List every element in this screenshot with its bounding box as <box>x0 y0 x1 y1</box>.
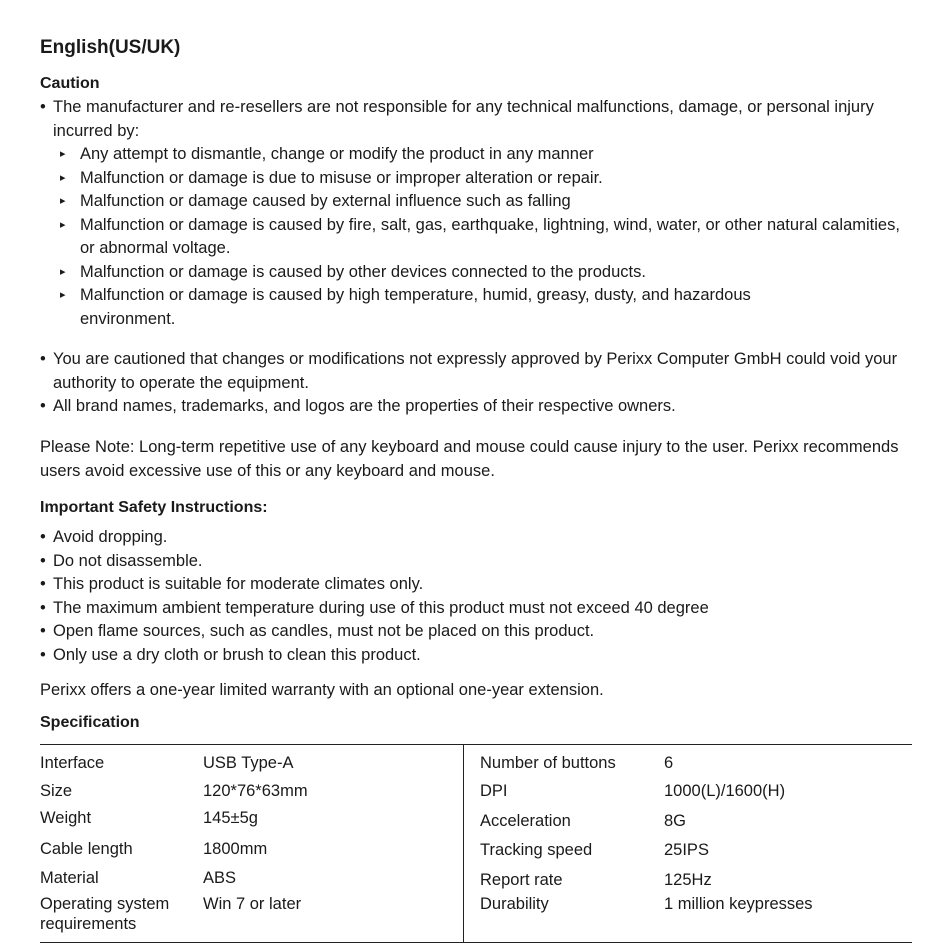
spec-value-durability: 1 million keypresses <box>664 895 813 913</box>
language-title: English(US/UK) <box>40 37 181 58</box>
caution-sub-item: ▸ Malfunction or damage is caused by fire, salt, gas, earthquake, lightning, wind, water, or other natural calamities, or abnormal voltage. <box>40 214 912 261</box>
caution-sub-item: ▸ Any attempt to dismantle, change or modify the product in any manner <box>40 143 912 167</box>
caution-bullet-1: • The manufacturer and re-resellers are not responsible for any technical malfunctions, damage, or personal injury incurred by: <box>40 96 912 143</box>
spec-label-weight: Weight <box>40 809 92 827</box>
spec-value-number-of-buttons: 6 <box>664 754 674 772</box>
caution-sub-item: ▸ Malfunction or damage caused by external influence such as falling <box>40 190 912 214</box>
spec-value-report-rate: 125Hz <box>664 871 712 889</box>
spec-label-dpi: DPI <box>480 782 508 800</box>
table-divider <box>463 745 464 942</box>
safety-item: • The maximum ambient temperature during use of this product must not exceed 40 degree <box>40 597 912 621</box>
caution-sub-item: ▸ Malfunction or damage is due to misuse or improper alteration or repair. <box>40 167 912 191</box>
please-note: Please Note: Long-term repetitive use of any keyboard and mouse could cause injury to the user. Perixx recommends users avoid excessive use of this or any keyboard and mouse. <box>40 438 899 480</box>
safety-item: • Open flame sources, such as candles, must not be placed on this product. <box>40 620 912 644</box>
spec-value-acceleration: 8G <box>664 812 687 830</box>
spec-value-interface: USB Type-A <box>203 754 294 772</box>
safety-item: • Do not disassemble. <box>40 550 912 574</box>
spec-label-durability: Durability <box>480 895 549 913</box>
safety-item: • Avoid dropping. <box>40 526 912 550</box>
spec-value-dpi: 1000(L)/1600(H) <box>664 782 786 800</box>
caution-list <box>40 96 912 331</box>
specification-table <box>40 744 912 943</box>
caution-sub-item: ▸ Malfunction or damage is caused by high temperature, humid, greasy, dusty, and hazardous environment. <box>40 284 912 331</box>
spec-value-tracking-speed: 25IPS <box>664 841 709 859</box>
spec-label-cable-length: Cable length <box>40 840 133 858</box>
specification-heading: Specification <box>40 714 140 731</box>
spec-label-number-of-buttons: Number of buttons <box>480 754 616 772</box>
caution-list-2 <box>40 348 912 419</box>
caution-sub-list <box>40 143 912 331</box>
caution-heading: Caution <box>40 75 100 92</box>
spec-value-weight: 145±5g <box>203 809 258 827</box>
spec-label-report-rate: Report rate <box>480 871 563 889</box>
spec-label-tracking-speed: Tracking speed <box>480 841 593 859</box>
caution-sub-item: ▸ Malfunction or damage is caused by other devices connected to the products. <box>40 261 912 285</box>
spec-label-acceleration: Acceleration <box>480 812 571 830</box>
spec-value-cable-length: 1800mm <box>203 840 268 858</box>
spec-label-interface: Interface <box>40 754 105 772</box>
safety-heading: Important Safety Instructions: <box>40 499 268 516</box>
spec-value-operating-system: Win 7 or later <box>203 895 302 913</box>
safety-item: • Only use a dry cloth or brush to clean this product. <box>40 644 912 668</box>
spec-label-material: Material <box>40 869 99 887</box>
spec-label-operating-system: Operating system requirements <box>40 895 170 933</box>
spec-value-size: 120*76*63mm <box>203 782 308 800</box>
safety-list <box>40 526 912 667</box>
warranty-text: Perixx offers a one-year limited warranty with an optional one-year extension. <box>40 681 604 699</box>
caution-bullet-3: • All brand names, trademarks, and logos are the properties of their respective owners. <box>40 395 912 419</box>
spec-label-size: Size <box>40 782 73 800</box>
safety-item: • This product is suitable for moderate climates only. <box>40 573 912 597</box>
spec-value-material: ABS <box>203 869 237 887</box>
caution-bullet-2: • You are cautioned that changes or modifications not expressly approved by Perixx Computer GmbH could void your authority to operate the equipment. <box>40 348 912 395</box>
